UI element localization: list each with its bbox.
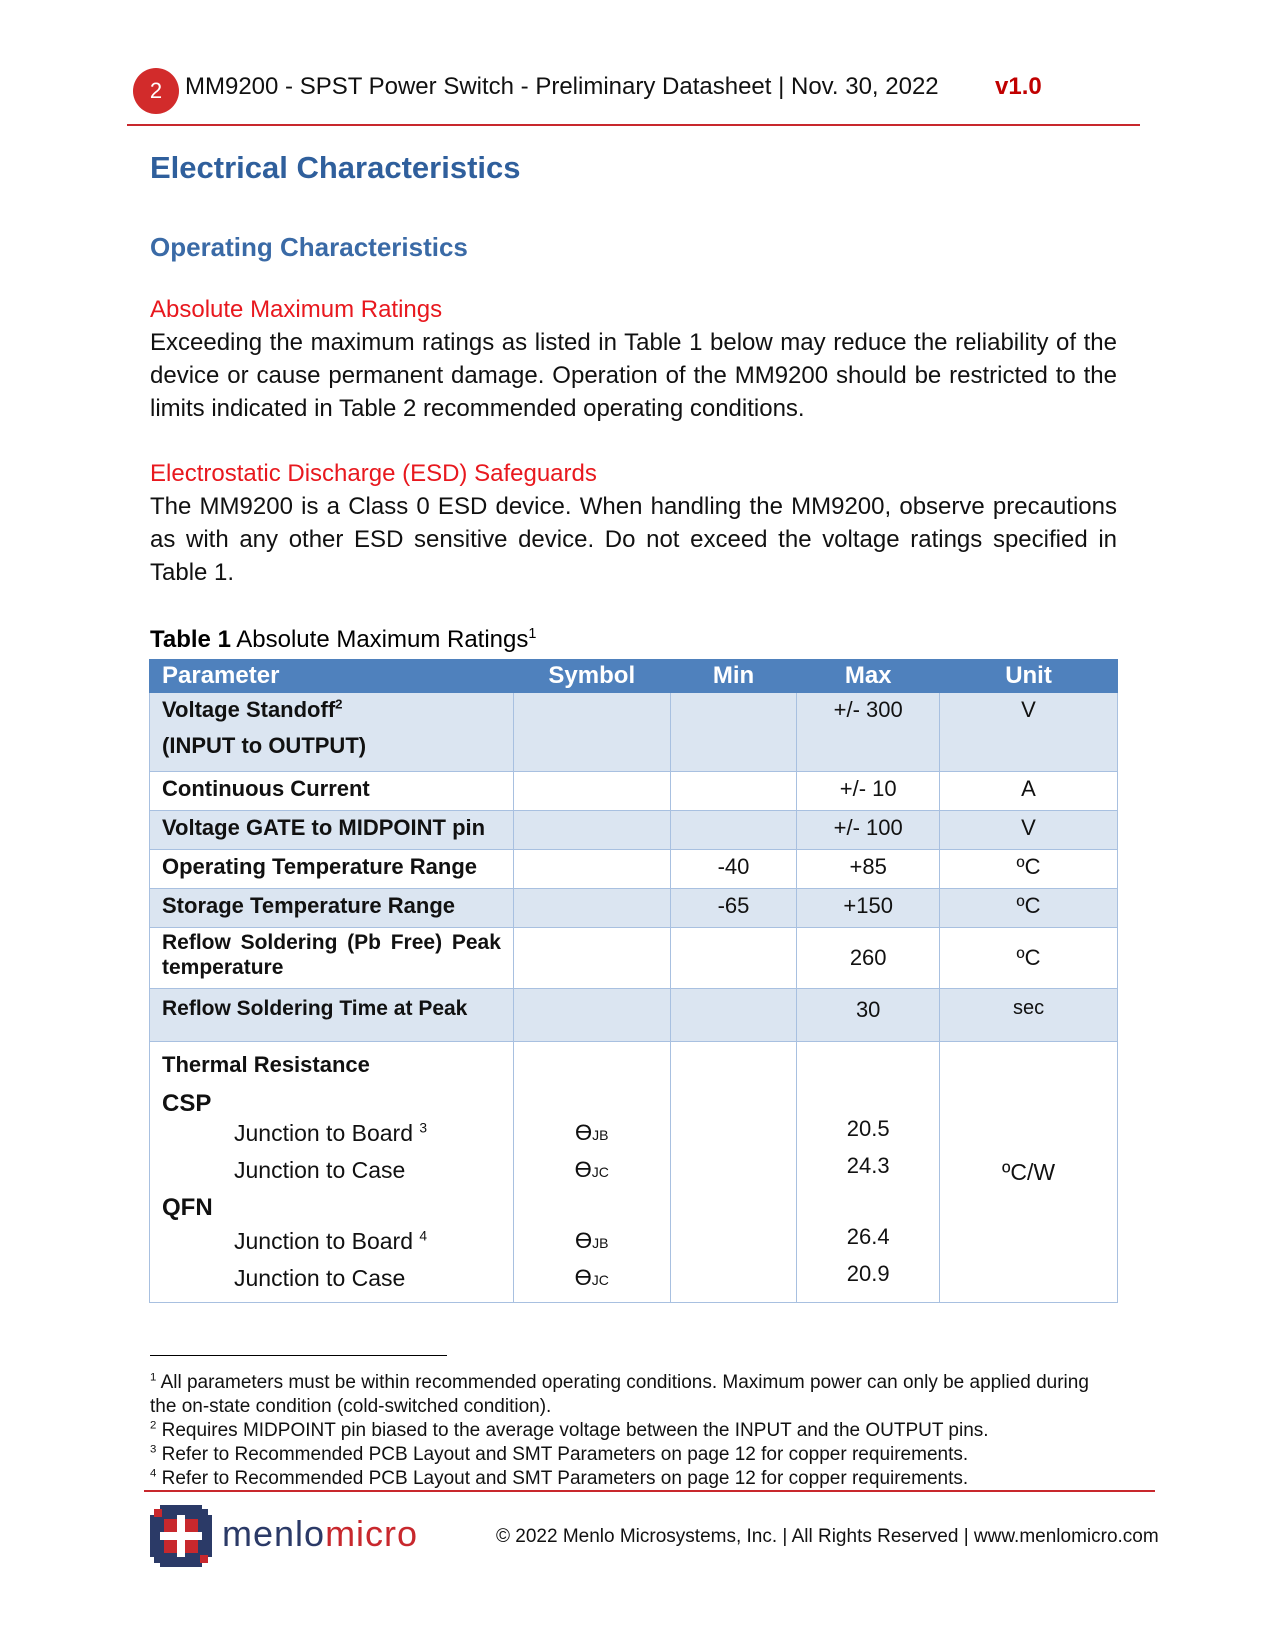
max-cell: +150 — [797, 889, 940, 928]
group-name-csp: CSP — [162, 1090, 212, 1117]
footnote-ref: 2 — [335, 696, 343, 712]
table-caption-footnote-ref: 1 — [528, 626, 537, 642]
table-row — [150, 928, 1118, 989]
param-name: Voltage Standoff — [162, 697, 336, 722]
max-cell: +85 — [797, 850, 940, 889]
min-cell — [670, 989, 797, 1042]
header-title: MM9200 - SPST Power Switch - Preliminary Datasheet | Nov. 30, 2022 — [185, 73, 939, 100]
max-cell: +/- 10 — [797, 772, 940, 811]
min-cell — [670, 772, 797, 811]
param-name: Voltage GATE to MIDPOINT pin — [162, 815, 486, 840]
param-name: Storage Temperature Range — [162, 893, 456, 918]
subsection-title: Operating Characteristics — [150, 232, 468, 262]
symbol-cell — [513, 850, 670, 889]
page-header — [133, 66, 1143, 112]
footnote: $^3$ Refer to Recommended PCB Layout and SMT Parameters on page 12 for copper requirements. — [150, 1443, 969, 1465]
header-divider — [127, 124, 1140, 126]
param-name: Reflow Soldering Time at Peak — [162, 997, 468, 1020]
thermal-symbol: ӨJB — [575, 1120, 609, 1145]
param-cell — [150, 928, 514, 989]
footer-divider — [144, 1490, 1155, 1492]
symbol-cell — [513, 772, 670, 811]
param-cell — [150, 772, 514, 811]
symbol-cell — [513, 989, 670, 1042]
table-row — [150, 850, 1118, 889]
logo-mark-icon — [150, 1505, 212, 1567]
ratings-table — [149, 659, 1118, 1303]
footnote-divider — [150, 1355, 447, 1356]
thermal-item-label: Junction to Board $^3$ — [234, 1120, 428, 1146]
thermal-value: 24.3 — [846, 1153, 890, 1178]
thermal-symbol: ӨJB — [575, 1228, 609, 1253]
thermal-item-label: Junction to Case — [234, 1265, 406, 1291]
footnotes — [150, 1371, 1120, 1491]
table-row — [150, 693, 1118, 772]
param-cell — [150, 889, 514, 928]
param-cell — [150, 693, 514, 772]
table-caption-label: Table 1 — [150, 626, 231, 653]
table-caption-text: Absolute Maximum Ratings — [236, 626, 529, 653]
min-cell: -40 — [670, 850, 797, 889]
min-cell — [670, 811, 797, 850]
param-name: Reflow Soldering (Pb Free) Peak temperature — [162, 931, 501, 979]
thermal-symbol: ӨJC — [574, 1157, 609, 1182]
param-cell — [150, 811, 514, 850]
section-title: Electrical Characteristics — [150, 150, 521, 185]
param-cell — [150, 989, 514, 1042]
header-parameter: Parameter — [150, 660, 514, 693]
header-min: Min — [670, 660, 797, 693]
thermal-value: 26.4 — [846, 1224, 890, 1249]
footnote: $^2$ Requires MIDPOINT pin biased to the average voltage between the INPUT and the OUTPUT pins. — [150, 1419, 989, 1441]
unit-cell: V — [940, 693, 1118, 772]
thermal-symbol: ӨJC — [574, 1265, 609, 1290]
param-name-line2: (INPUT to OUTPUT) — [162, 733, 367, 758]
unit-cell: ºC — [940, 928, 1118, 989]
min-cell: -65 — [670, 889, 797, 928]
min-cell — [670, 693, 797, 772]
param-name: Operating Temperature Range — [162, 854, 477, 879]
unit-cell: ºC — [940, 850, 1118, 889]
unit-cell: ºC — [940, 889, 1118, 928]
param-cell — [150, 1042, 514, 1303]
amr-heading: Absolute Maximum Ratings — [150, 296, 443, 323]
symbol-cell — [513, 889, 670, 928]
header-max: Max — [797, 660, 940, 693]
thermal-resistance-row — [150, 1042, 1118, 1303]
min-cell — [670, 1042, 797, 1303]
unit-cell: V — [940, 811, 1118, 850]
group-name-qfn: QFN — [162, 1194, 213, 1221]
min-cell — [670, 928, 797, 989]
table-row — [150, 989, 1118, 1042]
thermal-value: 20.9 — [846, 1261, 890, 1286]
esd-paragraph: The MM9200 is a Class 0 ESD device. When handling the MM9200, observe precautions as with any other ESD sensitive device. Do not exceed the voltage ratings specified in Table 1. — [150, 493, 1117, 586]
version-label: v1.0 — [995, 73, 1042, 100]
table-header-row — [150, 660, 1118, 693]
unit-cell: ºC/W — [940, 1042, 1118, 1303]
header-symbol: Symbol — [513, 660, 670, 693]
unit-cell: A — [940, 772, 1118, 811]
thermal-item-label: Junction to Board $^4$ — [234, 1228, 428, 1254]
symbol-cell — [513, 811, 670, 850]
amr-paragraph: Exceeding the maximum ratings as listed in Table 1 below may reduce the reliability of the device or cause permanent damage. Operation of the MM9200 should be restricted to the limits indicated in Table 2 recommended operating conditions. — [150, 329, 1117, 422]
footnote: $^1$ All parameters must be within recommended operating conditions. Maximum power can only be applied during the on-state condition (cold-switched condition). — [150, 1371, 1089, 1417]
max-cell: 260 — [797, 928, 940, 989]
footnote: $^4$ Refer to Recommended PCB Layout and SMT Parameters on page 12 for copper requirements. — [150, 1467, 969, 1489]
symbol-cell — [513, 1042, 670, 1303]
table-row — [150, 811, 1118, 850]
max-cell: +/- 100 — [797, 811, 940, 850]
table-row — [150, 772, 1118, 811]
param-name: Continuous Current — [162, 776, 370, 801]
header-unit: Unit — [940, 660, 1118, 693]
page-number-badge: 2 — [133, 68, 179, 114]
max-cell: +/- 300 — [797, 693, 940, 772]
thermal-title: Thermal Resistance — [162, 1052, 370, 1077]
table-row — [150, 889, 1118, 928]
table-caption — [150, 626, 536, 654]
copyright-text: © 2022 Menlo Microsystems, Inc. | All Rights Reserved | www.menlomicro.com — [496, 1526, 1159, 1547]
thermal-item-label: Junction to Case — [234, 1157, 406, 1183]
logo-wordmark: menlomicro — [222, 1513, 419, 1554]
thermal-value: 20.5 — [846, 1116, 890, 1141]
symbol-cell — [513, 693, 670, 772]
unit-cell: sec — [940, 989, 1118, 1042]
max-cell: 30 — [797, 989, 940, 1042]
esd-heading: Electrostatic Discharge (ESD) Safeguards — [150, 460, 597, 487]
max-cell — [797, 1042, 940, 1303]
param-cell — [150, 850, 514, 889]
company-logo — [150, 1505, 460, 1567]
symbol-cell — [513, 928, 670, 989]
